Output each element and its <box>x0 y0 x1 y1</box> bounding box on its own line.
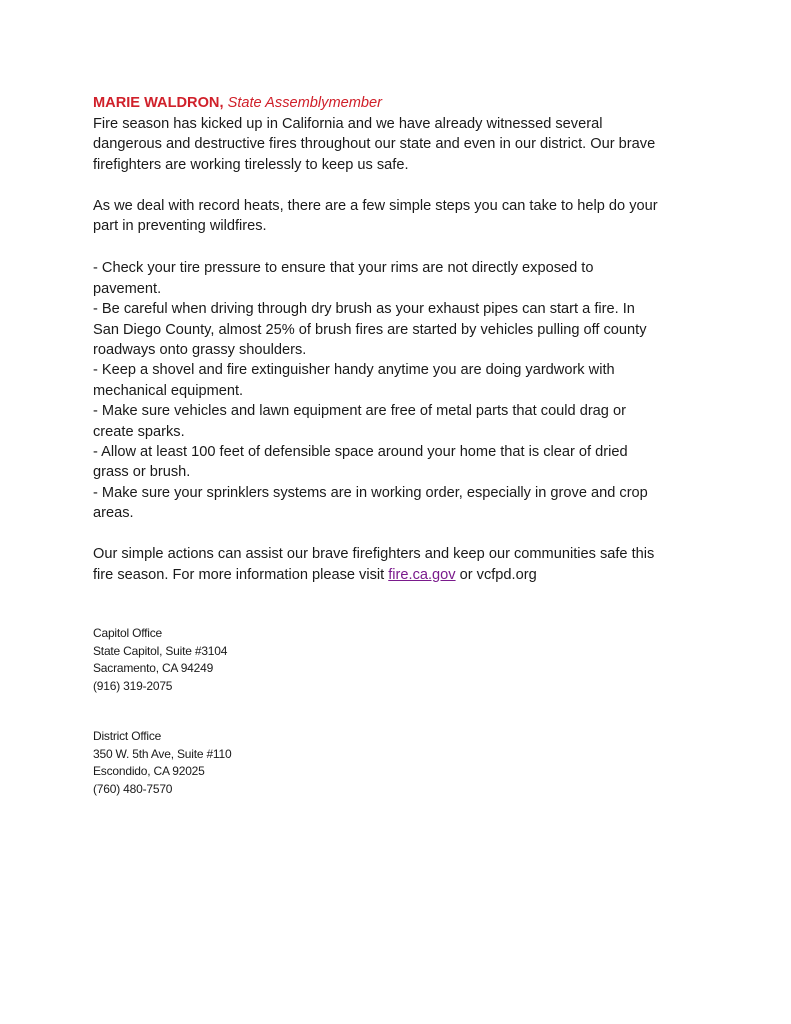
author-title: State Assemblymember <box>227 95 382 111</box>
district-office-address <box>93 728 733 798</box>
text-line: As we deal with record heats, there are a few simple steps you can take to help do your <box>93 197 658 214</box>
author-header <box>93 94 733 113</box>
capitol-office-address <box>93 625 733 695</box>
text-segment: fire season. For more information please visit <box>93 566 389 583</box>
text-line: part in preventing wildfires. <box>93 218 267 235</box>
tip-line: - Check your tire pressure to ensure that your rims are not directly exposed to <box>93 260 594 277</box>
press-document <box>93 94 733 799</box>
text-line: Our simple actions can assist our brave firefighters and keep our communities safe this <box>93 546 655 563</box>
address-line: Sacramento, CA 94249 <box>93 661 214 676</box>
tip-line: create sparks. <box>93 423 185 440</box>
text-line: dangerous and destructive fires throughout our state and even in our district. Our brave <box>93 136 656 153</box>
tip-line: areas. <box>93 505 134 522</box>
tip-line: mechanical equipment. <box>93 382 244 399</box>
author-name: MARIE WALDRON, <box>93 95 224 111</box>
steps-intro-paragraph <box>93 196 733 237</box>
intro-paragraph <box>93 114 733 175</box>
fire-ca-gov-link[interactable]: fire.ca.gov <box>388 566 456 583</box>
text-line: firefighters are working tirelessly to keep us safe. <box>93 156 409 173</box>
tip-line: grass or brush. <box>93 464 191 481</box>
text-line: Fire season has kicked up in California and we have already witnessed several <box>93 116 603 132</box>
tip-line: - Allow at least 100 feet of defensible space around your home that is clear of dried <box>93 444 628 461</box>
address-line: 350 W. 5th Ave, Suite #110 <box>93 746 232 761</box>
tip-line: San Diego County, almost 25% of brush fires are started by vehicles pulling off county <box>93 321 647 338</box>
tip-line: - Make sure your sprinklers systems are in working order, especially in grove and crop <box>93 484 648 501</box>
address-line: Capitol Office <box>93 625 163 640</box>
text-segment: or vcfpd.org <box>455 566 537 583</box>
address-line: (916) 319-2075 <box>93 678 173 693</box>
address-line: (760) 480-7570 <box>93 782 173 797</box>
tip-line: - Make sure vehicles and lawn equipment are free of metal parts that could drag or <box>93 403 626 420</box>
text-line <box>93 565 733 585</box>
tip-line: roadways onto grassy shoulders. <box>93 342 307 359</box>
tips-list <box>93 258 733 523</box>
tip-line: pavement. <box>93 280 162 297</box>
address-line: Escondido, CA 92025 <box>93 764 205 779</box>
address-line: State Capitol, Suite #3104 <box>93 643 228 658</box>
tip-line: - Keep a shovel and fire extinguisher handy anytime you are doing yardwork with <box>93 362 615 379</box>
tip-line: - Be careful when driving through dry brush as your exhaust pipes can start a fire. In <box>93 301 635 318</box>
address-line: District Office <box>93 729 162 744</box>
closing-paragraph <box>93 544 733 585</box>
